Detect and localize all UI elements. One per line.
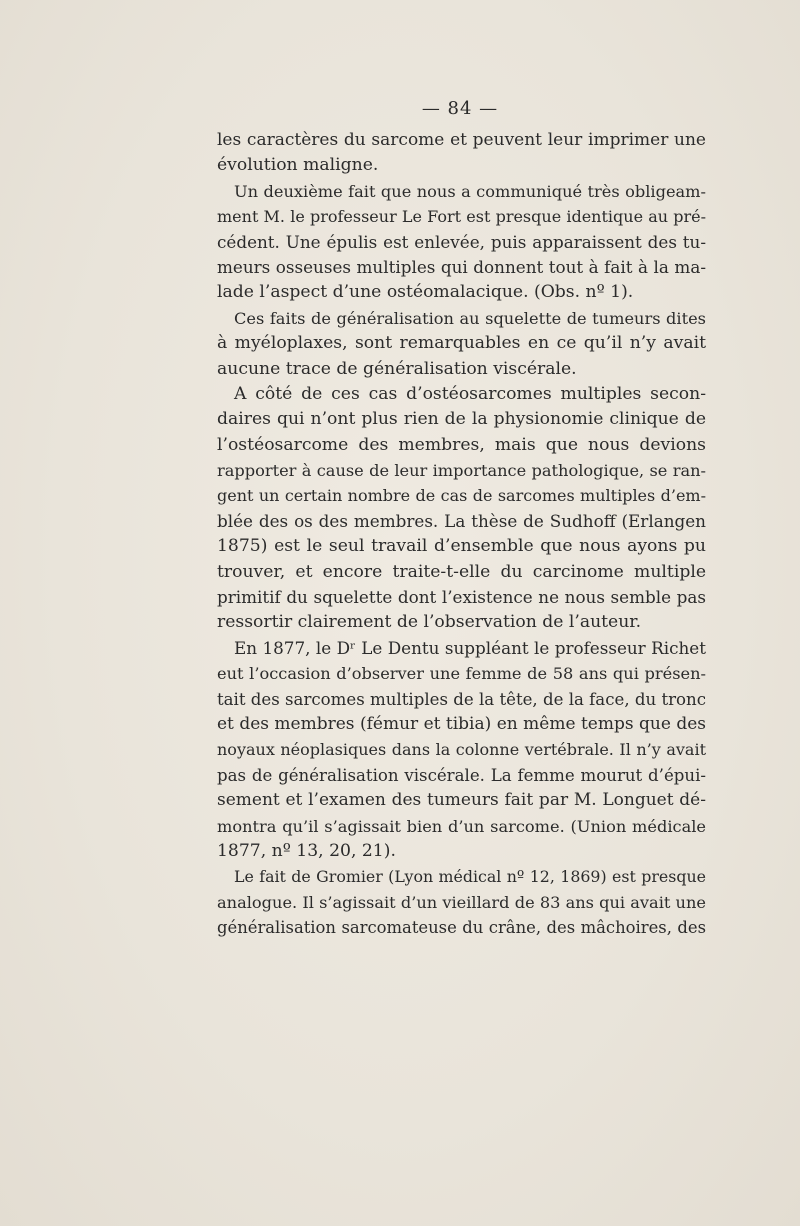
text-line: lade l’aspect d’une ostéomalacique. (Obs. nº 1). bbox=[217, 282, 634, 303]
text-line: montra qu’il s’agissait bien d’un sarcome. (Union médicale bbox=[217, 816, 706, 836]
text-line: ressortir clairement de l’observation de l’auteur. bbox=[217, 612, 642, 633]
text-line: En 1877, le Dʳ Le Dentu suppléant le professeur Richet bbox=[234, 637, 706, 658]
text-line: 1877, nº 13, 20, 21). bbox=[217, 840, 396, 861]
body-text bbox=[217, 128, 706, 941]
text-line: analogue. Il s’agissait d’un vieillard de 83 ans qui avait une bbox=[217, 892, 706, 912]
text-line: à myéloplaxes, sont remarquables en ce qu’il n’y avait bbox=[217, 333, 706, 354]
text-line: généralisation sarcomateuse du crâne, des mâchoires, des bbox=[217, 918, 706, 938]
text-line: meurs osseuses multiples qui donnent tout à fait à la ma- bbox=[217, 256, 706, 277]
text-line: les caractères du sarcome et peuvent leur imprimer une bbox=[217, 130, 706, 150]
text-line: gent un certain nombre de cas de sarcomes multiples d’em- bbox=[217, 486, 706, 506]
text-line: évolution maligne. bbox=[217, 155, 379, 176]
text-line: A côté de ces cas d’ostéosarcomes multiples secon- bbox=[234, 383, 706, 404]
text-line: sement et l’examen des tumeurs fait par M. Longuet dé- bbox=[217, 790, 706, 811]
text-line: Le fait de Gromier (Lyon médical nº 12, 1869) est presque bbox=[234, 867, 706, 887]
text-line: rapporter à cause de leur importance pathologique, se ran- bbox=[217, 461, 706, 481]
text-line: Ces faits de généralisation au squelette de tumeurs dites bbox=[234, 308, 706, 328]
text-line: primitif du squelette dont l’existence ne nous semble pas bbox=[217, 587, 706, 608]
page-number: — 84 — bbox=[421, 98, 499, 119]
text-line: et des membres (fémur et tibia) en même temps que des bbox=[217, 713, 706, 734]
text-line: aucune trace de généralisation viscérale. bbox=[217, 358, 577, 379]
text-line: 1875) est le seul travail d’ensemble que nous ayons pu bbox=[217, 536, 706, 557]
text-line: cédent. Une épulis est enlevée, puis apparaissent des tu- bbox=[217, 231, 706, 252]
text-line: tait des sarcomes multiples de la tête, de la face, du tronc bbox=[217, 689, 707, 709]
text-line: noyaux néoplasiques dans la colonne vertébrale. Il n’y avait bbox=[217, 740, 706, 760]
text-line: pas de généralisation viscérale. La femme mourut d’épui- bbox=[217, 765, 706, 785]
text-line: eut l’occasion d’observer une femme de 58 ans qui présen- bbox=[217, 664, 706, 684]
text-line: blée des os des membres. La thèse de Sudhoff (Erlangen bbox=[217, 510, 706, 531]
text-line: trouver, et encore traite-t-elle du carcinome multiple bbox=[217, 561, 706, 582]
text-line: Un deuxième fait que nous a communiqué très obligeam- bbox=[234, 181, 706, 201]
text-line: ment M. le professeur Le Fort est presque identique au pré- bbox=[217, 207, 706, 227]
text-line: daires qui n’ont plus rien de la physionomie clinique de bbox=[217, 409, 706, 430]
text-line: l’ostéosarcome des membres, mais que nous devions bbox=[217, 434, 706, 455]
